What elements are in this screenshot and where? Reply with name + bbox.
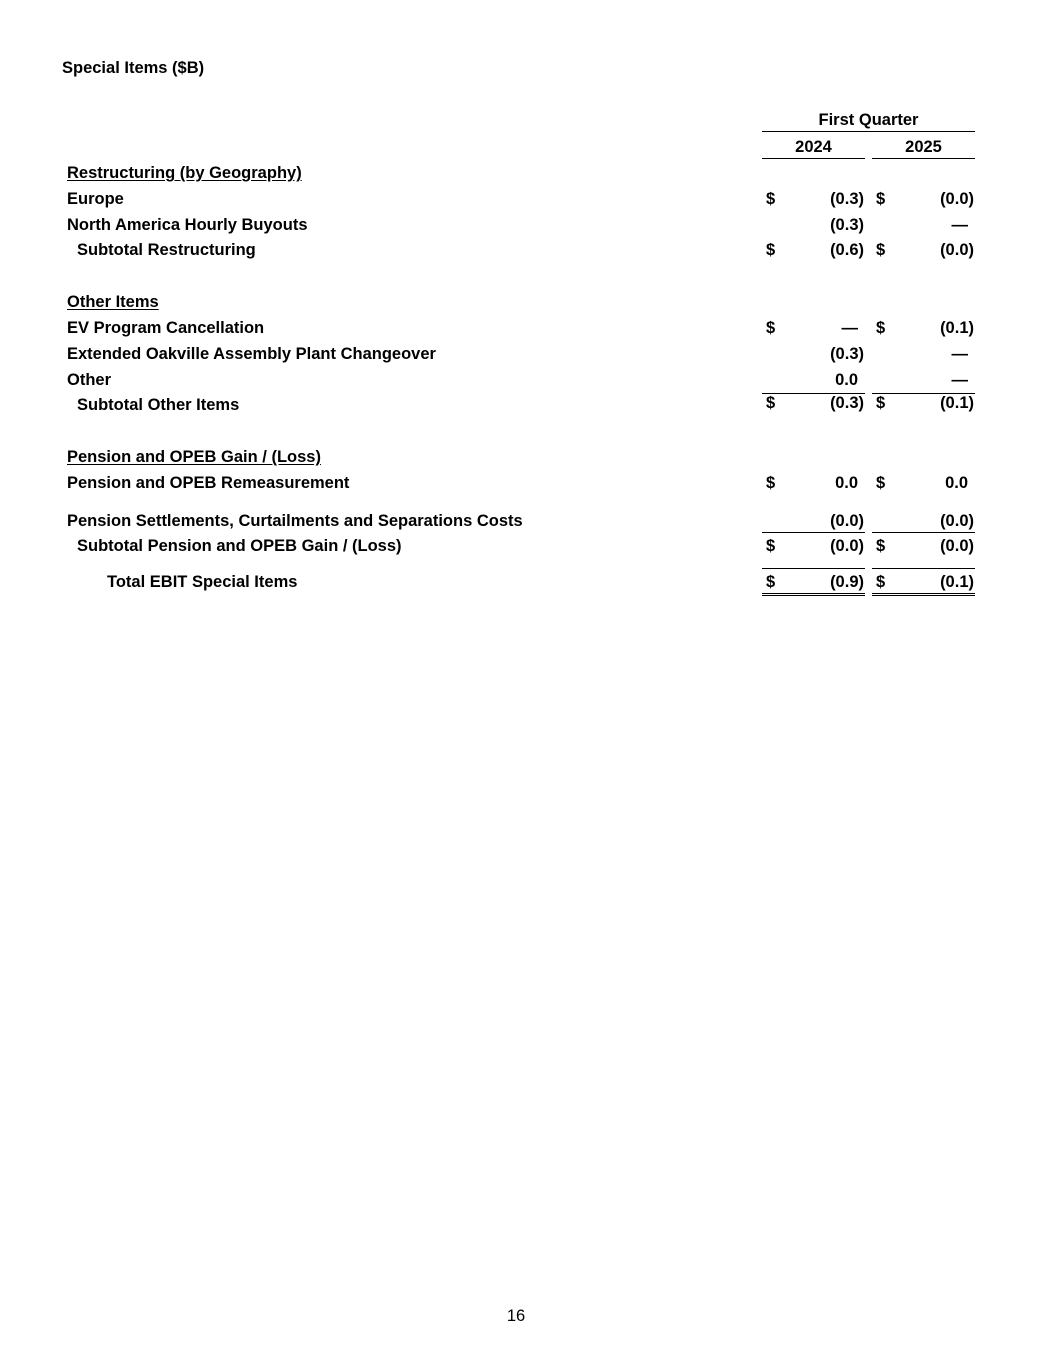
currency-symbol: $: [766, 474, 776, 492]
row-label: EV Program Cancellation: [67, 319, 265, 337]
table-row: [0, 371, 1055, 393]
subtotal-row: [0, 537, 1055, 559]
value: (0.3): [830, 345, 864, 363]
row-label: Pension Settlements, Curtailments and Separations Costs: [67, 512, 523, 530]
cell-2025: [872, 190, 975, 210]
cell-2024: [762, 190, 865, 210]
subtotal-row: [0, 393, 1055, 415]
row-label: Subtotal Pension and OPEB Gain / (Loss): [77, 537, 402, 555]
currency-symbol: $: [766, 573, 776, 591]
value: (0.1): [940, 394, 974, 412]
value: (0.0): [940, 241, 974, 259]
table-row: [0, 345, 1055, 367]
currency-symbol: $: [876, 537, 886, 555]
value: —: [951, 345, 968, 363]
cell-2025: [872, 568, 975, 596]
value: (0.0): [830, 512, 864, 530]
page-title: Special Items ($B): [62, 59, 205, 77]
cell-2025: [872, 216, 975, 236]
cell-2025: [872, 319, 975, 339]
cell-2025: [872, 371, 975, 391]
row-label: Extended Oakville Assembly Plant Changeover: [67, 345, 436, 363]
cell-2024: [762, 512, 865, 533]
cell-2025: [872, 345, 975, 365]
value: 0.0: [835, 371, 858, 389]
value: (0.0): [940, 190, 974, 208]
cell-2024: [762, 241, 865, 261]
value: —: [951, 216, 968, 234]
column-header-2024: 2024: [762, 138, 865, 159]
row-label: Other: [67, 371, 112, 389]
value: (0.3): [830, 190, 864, 208]
value: (0.9): [830, 573, 864, 591]
currency-symbol: $: [766, 241, 776, 259]
table-row: [0, 319, 1055, 341]
currency-symbol: $: [876, 319, 886, 337]
period-header: First Quarter: [762, 111, 975, 132]
value: (0.3): [830, 216, 864, 234]
value: 0.0: [945, 474, 968, 492]
column-header-2025: 2025: [872, 138, 975, 159]
row-label: Subtotal Restructuring: [77, 241, 256, 259]
section-header-other: [0, 293, 1055, 315]
currency-symbol: $: [876, 394, 886, 412]
row-label: Pension and OPEB Remeasurement: [67, 474, 350, 492]
cell-2025: [872, 393, 975, 415]
value: (0.6): [830, 241, 864, 259]
page-number: 16: [506, 1307, 526, 1325]
section-label: Restructuring (by Geography): [67, 164, 302, 182]
table-row: [0, 216, 1055, 238]
cell-2024: [762, 568, 865, 596]
row-label: Europe: [67, 190, 124, 208]
cell-2024: [762, 537, 865, 557]
section-header-pension: [0, 448, 1055, 470]
currency-symbol: $: [876, 474, 886, 492]
currency-symbol: $: [766, 319, 776, 337]
cell-2024: [762, 393, 865, 415]
cell-2025: [872, 241, 975, 261]
total-row: [0, 568, 1055, 590]
currency-symbol: $: [766, 190, 776, 208]
value: (0.1): [940, 573, 974, 591]
cell-2025: [872, 537, 975, 557]
value: 0.0: [835, 474, 858, 492]
row-label: Total EBIT Special Items: [107, 573, 298, 591]
value: (0.1): [940, 319, 974, 337]
currency-symbol: $: [766, 537, 776, 555]
table-row: [0, 512, 1055, 534]
currency-symbol: $: [876, 190, 886, 208]
section-label: Other Items: [67, 293, 159, 311]
value: (0.0): [940, 512, 974, 530]
value: (0.0): [830, 537, 864, 555]
section-header-restructuring: [0, 164, 1055, 186]
currency-symbol: $: [876, 573, 886, 591]
row-label: North America Hourly Buyouts: [67, 216, 308, 234]
cell-2024: [762, 371, 865, 391]
value: —: [951, 371, 968, 389]
row-label: Subtotal Other Items: [77, 396, 240, 414]
table-row: [0, 474, 1055, 496]
value: —: [841, 319, 858, 337]
currency-symbol: $: [876, 241, 886, 259]
cell-2025: [872, 512, 975, 533]
cell-2024: [762, 345, 865, 365]
value: (0.0): [940, 537, 974, 555]
cell-2025: [872, 474, 975, 494]
cell-2024: [762, 216, 865, 236]
section-label: Pension and OPEB Gain / (Loss): [67, 448, 321, 466]
subtotal-row: [0, 241, 1055, 263]
table-row: [0, 190, 1055, 212]
cell-2024: [762, 474, 865, 494]
value: (0.3): [830, 394, 864, 412]
currency-symbol: $: [766, 394, 776, 412]
cell-2024: [762, 319, 865, 339]
